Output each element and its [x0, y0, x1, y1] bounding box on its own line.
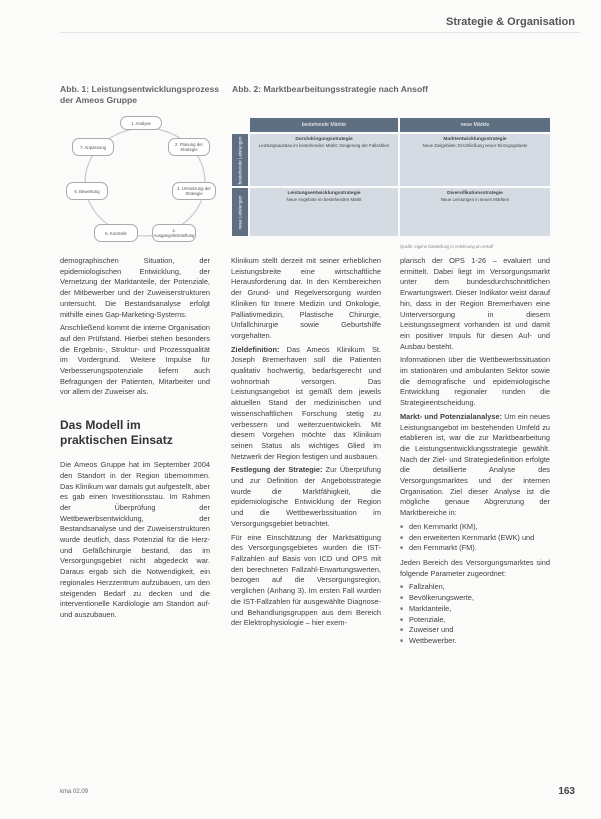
matrix-cell	[250, 188, 398, 236]
section-heading: Das Modell im praktischen Einsatz	[60, 418, 173, 448]
paragraph-text: Das Ameos Klinikum St. Joseph Bremerhaven soll die Patienten qualitativ hochwertig, bedarfsgerecht und wohnortnah versorgen. Das Leistungsangebot ist gemäß dem jeweils aktuellen Stand der medizinischen und wissenschaftlichen Forschung stetig zu verbessern und weiterzuentwickeln. Mit diesem Vorgehen möchte das Klinikum seinen Status als wichtiges Glied im Netzwerk der Region festigen und ausbauen.	[231, 344, 381, 461]
figure1-caption: Abb. 1: Leistungsentwicklungsprozess der Ameos Gruppe	[60, 84, 220, 105]
cycle-node: 5. Kontrolle	[94, 224, 138, 242]
list-item: ■ Marktanteile,	[400, 604, 550, 615]
paragraph-text: Zur Überprüfung und zur Definition der Angebotsstrategie wurde die Marktfähigkeit, die epidemiologische Entwicklung der Region und die Wettbewerbssituation im Versorgungsgebiet betrachtet.	[231, 465, 381, 528]
page-number: 163	[558, 786, 575, 797]
paragraph-text: Um ein neues Leistungsangebot im bestehenden Umfeld zu etablieren ist, war die zur Marktbearbeitung die Leistungsentwicklungsstrategie gewählt. Nach der Ziel- und Strategiedefinition erfolgte die detaillierte Analyse des Versorgungsmarktes und der internen Organisation. Ziel dieser Analyse ist die mögliche genaue Abgrenzung der Marktbereiche in:	[400, 411, 550, 518]
cycle-node: 2. Planung der Strategie	[168, 138, 210, 156]
parameter-list	[400, 582, 550, 646]
paragraph: plarisch der OPS 1-26 – evaluiert und ermittelt. Dabei liegt im Versorgungsmarkt unter dem bundesdurchschnittlichen Erwartungswert. Dieser Indikator weist darauf hin, dass in der Region Bremerhaven eine Unterversorgung in diesem Leistungssegment vorhanden ist und damit ein positiver Impuls für diesen Auf- und Ausbau besteht.	[400, 256, 550, 351]
cycle-node: 7. Anpassung	[72, 138, 114, 156]
list-item: ■ Bevölkerungswerte,	[400, 593, 550, 604]
list-item: ■ den Kernmarkt (KM),	[400, 522, 550, 533]
paragraph: Anschließend kommt die interne Organisation auf den Prüfstand. Hierbei stehen besonders die Ergebnis-, Struktur- und Prozessqualität im Vordergrund. Weitere Impulse für Verbesserungspotenziale liefern auch Befragungen der Patienten, Mitarbeiter und vor allem der Zuweiser als.	[60, 323, 210, 397]
cycle-node: 3. Umsetzung der Strategie	[172, 182, 216, 200]
matrix-cell-text: Neue Zielgebiete; Erschließung neuer Einzugsgebiete	[422, 143, 528, 149]
paragraph	[400, 412, 550, 519]
paragraph-lead: Zieldefinition:	[231, 344, 280, 354]
cycle-node: 1. Analyse	[120, 116, 162, 130]
figure2-source: Quelle: eigene Darstellung in Anlehnung an Ansoff	[400, 244, 494, 249]
paragraph: Für eine Einschätzung der Marktsättigung des Versorgungsgebietes wurden die IST-Fallzahlen auf Basis von ICD und OPS mit den berechneten Fallzahl-Erwartungswerten, bezogen auf die Versorgungsregion, verglichen (Anhang 3). Im ersten Fall wurden die IST-Fallzahlen für ausgewählte Diagnose- und Behandlungsgruppen aus dem Bereich der Elektrophysiologie – hier exem-	[231, 532, 381, 628]
matrix-cell	[400, 188, 550, 236]
matrix-cell-text: Neue Angebote im bestehenden Markt	[286, 197, 362, 203]
paragraph: Klinikum stellt derzeit mit seiner erheblichen Leistungsbreite eine wirtschaftliche Herausforderung dar. In den Kernbereichen der Grund- und Regelversorgung wurden Kliniken für Innere Medizin und Onkologie, Palliativmedizin, Plastische Chirurgie, Unfallchirurgie sowie Geburtshilfe vorgehalten.	[231, 256, 381, 340]
list-item: ■ Potenziale,	[400, 615, 550, 626]
matrix-cell-text: Leistungsausbau im bestehenden Markt; Steigerung der Fallzahlen	[258, 143, 390, 149]
list-item: ■ den Fernmarkt (FM).	[400, 543, 550, 554]
matrix-cell-title: Marktentwicklungsstrategie	[443, 137, 507, 142]
matrix-row-header: bestehende Leistungen	[232, 134, 248, 186]
paragraph: Die Ameos Gruppe hat im September 2004 den Standort in der Region übernommen. Das Klinikum war damals gut aufgestellt, aber es gab einen Investitionsstau. Im Rahmen der Überprüfung der Wettbewerbsentwicklung, der Bestandsanalyse und der Zuweiserstrukturen wurde deutlich, dass Potenzial für die Herz- und Gefäßchirurgie bestand, das im Versorgungsgebiet nicht abgedeckt war. Daraus ergab sich die Notwendigkeit, ein regionales Herzzentrum aufzubauen, um den steigenden Bedarf zu decken und die interventionelle Kardiologie am Standort auf- und auszubauen.	[60, 460, 210, 619]
matrix-cell	[400, 134, 550, 186]
text-column-2	[231, 256, 381, 632]
matrix-cell-title: Diversifikationsstrategie	[447, 191, 503, 196]
text-column-3	[400, 256, 550, 651]
list-item: ■ Fallzahlen,	[400, 582, 550, 593]
list-item: ■ Zuweiser und	[400, 625, 550, 636]
header-rule	[60, 32, 580, 33]
matrix-cell-title: Durchdringungsstrategie	[295, 137, 353, 142]
market-list	[400, 522, 550, 554]
cycle-diagram	[60, 110, 230, 250]
paragraph: Informationen über die Wettbewerbssituation im stationären und ambulanten Sektor sowie die demografische und epidemiologische Entwicklung regionaler runden die Strategieentscheidung.	[400, 355, 550, 408]
paragraph-lead: Festlegung der Strategie:	[231, 465, 323, 475]
cycle-node: 4. Ausgangsfeststellung	[152, 224, 196, 242]
matrix-col-header: neue Märkte	[400, 118, 550, 132]
paragraph: demographischen Situation, der epidemiologischen Entwicklung, der Vernetzung der Marktanteile, der Potenziale, der Mitbewerber und der Zuweiserstrukturen untersucht. Die Bestandsanalyse erfolgt mithilfe eines Gap-Marketing-Systems.	[60, 256, 210, 319]
matrix-col-header: bestehende Märkte	[250, 118, 398, 132]
list-item: ■ den erweiterten Kernmarkt (EWK) und	[400, 533, 550, 544]
paragraph	[231, 345, 381, 463]
list-item: ■ Wettbewerber.	[400, 636, 550, 647]
section-label: Strategie & Organisation	[446, 16, 575, 28]
footer-issue: kma 02.09	[60, 789, 89, 795]
matrix-cell-title: Leistungsentwicklungsstrategie	[287, 191, 361, 196]
paragraph-lead: Markt- und Potenzialanalyse:	[400, 411, 503, 421]
matrix-cell	[250, 134, 398, 186]
paragraph	[231, 465, 381, 529]
figure2-caption: Abb. 2: Marktbearbeitungsstrategie nach Ansoff	[232, 84, 428, 94]
matrix-row-header: neue Leistungen	[232, 188, 248, 236]
matrix-cell-text: Neue Leistungen in neuen Märkten	[440, 197, 510, 203]
cycle-node: 6. Bewertung	[66, 182, 108, 200]
ansoff-matrix	[232, 118, 550, 238]
text-column-1	[60, 256, 210, 624]
paragraph: Jeden Bereich des Versorgungsmarktes sind folgende Parameter zugeordnet:	[400, 557, 550, 578]
